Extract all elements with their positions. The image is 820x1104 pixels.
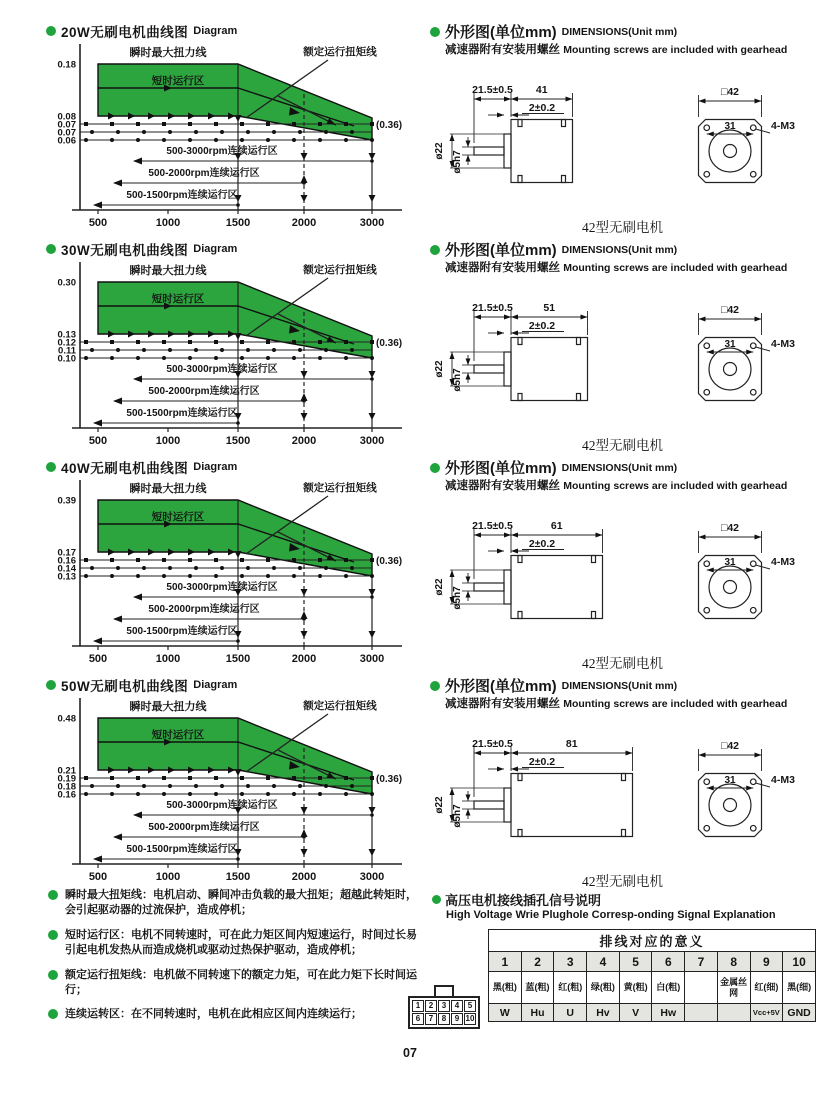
wire-color-cell: 黄(粗) [619,972,652,1004]
dimensions-title [430,22,815,41]
bullet-icon [48,970,58,980]
dimensions-title-en: DIMENSIONS(Unit mm) [561,243,678,256]
dimensions-subtitle-en: Mounting screws are included with gearhead [563,44,788,56]
y-tick-label: 0.18 [57,59,76,71]
pin-number-cell: 1 [489,952,522,972]
dim-shaft-length: 21.5±0.5 [472,302,513,314]
dimension-caption: 42型无刷电机 [582,656,663,671]
y-tick-label: 0.39 [57,495,76,507]
zone-label: 500-2000rpm连续运行区 [148,604,260,615]
chart-title-text: 50W无刷电机曲线图 [61,679,189,694]
dim-shaft-diameter: ø5h7 [452,586,463,610]
side-view [474,774,633,837]
dimension-lines [450,311,770,386]
signal-cell [685,1004,718,1022]
x-tick-label: 500 [88,435,108,447]
y-tick-label: 0.13 [57,329,76,341]
signal-cell: Hw [652,1004,685,1022]
dimensions-subtitle [445,41,815,57]
dimensions-subtitle-cn: 减速器附有安装用螺丝 [445,262,564,274]
dim-mount-screws: 4-M3 [771,338,795,350]
dimension-drawing [430,277,802,429]
dimensions-title-text: 外形图(单位mm) [445,24,557,41]
y-tick-label: 0.10 [57,353,76,365]
dimension-drawing [430,495,802,647]
dim-body-length: 81 [565,738,578,750]
max-torque-line-label: 瞬时最大扭力线 [129,701,207,713]
dimension-caption: 42型无刷电机 [582,874,663,889]
connector-pin-9: 9 [451,1013,463,1025]
dimensions-subtitle-en: Mounting screws are included with gearhead [563,262,788,274]
zone-label: 500-3000rpm连续运行区 [166,146,278,157]
notes-list [48,888,424,1032]
dim-mount-screws: 4-M3 [771,556,795,568]
y-tick-label: 0.11 [58,345,76,357]
dim-body-length: 61 [550,520,563,532]
dimensions-subtitle-en: Mounting screws are included with gearhead [563,698,788,710]
zone-label: 500-2000rpm连续运行区 [148,822,260,833]
bullet-icon [46,462,56,472]
dim-shaft-length: 21.5±0.5 [472,738,513,750]
pin-number-cell: 5 [619,952,652,972]
page-number: 07 [403,1046,417,1060]
dim-pilot-diameter: ø22 [434,578,445,596]
y-tick-label: 0.19 [57,773,76,785]
dim-body-length: 41 [535,84,548,96]
side-view [474,120,573,183]
note-item-4 [48,1007,424,1022]
x-tick-label: 500 [88,217,108,229]
bullet-icon [432,895,441,904]
x-tick-label: 2000 [291,653,317,665]
dimensions-title-text: 外形图(单位mm) [445,460,557,477]
connector-pin-8: 8 [438,1013,450,1025]
torque-region [98,718,372,794]
chart-section-50w [46,676,421,894]
dimension-lines [450,529,770,604]
zone-label: 500-1500rpm连续运行区 [126,844,238,855]
y-tick-label: 0.16 [57,789,76,801]
connector-pin-4: 4 [451,1000,463,1012]
pin-number-cell: 8 [717,952,750,972]
wiring-color-row [489,972,816,1004]
wire-color-cell [685,972,718,1004]
wiring-body [408,929,818,1045]
bullet-icon [46,680,56,690]
dim-frame-size: □42 [720,86,740,98]
x-tick-label: 3000 [359,871,385,883]
charts-column [46,22,421,894]
connector-pin-6: 6 [412,1013,424,1025]
dim-pilot-diameter: ø22 [434,796,445,814]
bullet-icon [430,463,440,473]
dimensions-title [430,240,815,259]
dimension-drawing [430,59,802,211]
bullet-icon [430,27,440,37]
side-view [474,338,588,401]
dimensions-panel-42-61 [430,458,815,676]
wire-color-cell: 红(粗) [554,972,587,1004]
dim-mount-screws: 4-M3 [771,774,795,786]
bullet-icon [48,1009,58,1019]
dimension-caption: 42型无刷电机 [582,220,663,235]
dim-shaft-diameter: ø5h7 [452,368,463,392]
x-tick-label: 500 [88,871,108,883]
y-tick-label: 0.21 [57,765,76,777]
signal-cell: U [554,1004,587,1022]
wire-color-cell: 蓝(粗) [521,972,554,1004]
x-tick-label: 3000 [359,435,385,447]
rated-line-label: 额定运行扭矩线 [303,264,377,276]
dim-hole-pitch: 31 [724,775,736,786]
connector-pin-10: 10 [465,1014,475,1023]
dimension-caption: 42型无刷电机 [582,438,663,453]
signal-cell: Hu [521,1004,554,1022]
x-tick-label: 1500 [225,653,251,665]
x-tick-label: 3000 [359,653,385,665]
dimensions-title-text: 外形图(单位mm) [445,678,557,695]
rated-line-label: 额定运行扭矩线 [303,482,377,494]
wire-color-cell: 红(细) [750,972,783,1004]
dim-flange-thickness: 2±0.2 [528,756,556,768]
wiring-title-row [408,890,818,909]
dim-shaft-length: 21.5±0.5 [472,84,513,96]
wiring-signal-row [489,1004,816,1022]
note-item-1 [48,888,424,919]
dim-pilot-diameter: ø22 [434,142,445,160]
zone-label: 500-2000rpm连续运行区 [148,386,260,397]
chart-title-text: 20W无刷电机曲线图 [61,25,189,40]
wire-color-cell: 黑(粗) [489,972,522,1004]
connector-pin-1: 1 [412,1000,424,1012]
zone-label: 500-1500rpm连续运行区 [126,408,238,419]
chart-title-en: Diagram [193,461,238,473]
x-tick-label: 1000 [155,435,181,447]
zone-label: 500-3000rpm连续运行区 [166,582,278,593]
note-item-3 [48,968,424,999]
bullet-icon [48,930,58,940]
wiring-table [488,929,816,1022]
rated-line-label: 额定运行扭矩线 [303,700,377,712]
x-tick-label: 1000 [155,871,181,883]
pin-number-cell: 3 [554,952,587,972]
zone-label: 500-1500rpm连续运行区 [126,190,238,201]
x-tick-label: 1500 [225,435,251,447]
chart-title-text: 40W无刷电机曲线图 [61,461,189,476]
dimensions-panel-42-41 [430,22,815,240]
dim-hole-pitch: 31 [724,339,736,350]
dim-shaft-diameter: ø5h7 [452,150,463,174]
note-text: 瞬时最大扭矩线：电机启动、瞬间冲击负载的最大扭矩；超越此转矩时，会引起驱动器的过流保护，造成停机； [65,889,417,917]
signal-cell: GND [783,1004,816,1022]
max-torque-line-label: 瞬时最大扭力线 [129,47,207,59]
connector-pin-7: 7 [425,1013,437,1025]
dimensions-subtitle-cn: 减速器附有安装用螺丝 [445,44,564,56]
dimensions-subtitle [445,477,815,493]
dimensions-subtitle [445,695,815,711]
dim-body-length: 51 [543,302,556,314]
dimensions-title-text: 外形图(单位mm) [445,242,557,259]
signal-cell: W [489,1004,522,1022]
torque-curve-plot [46,694,414,892]
chart-title-en: Diagram [193,679,238,691]
dim-frame-size: □42 [720,304,740,316]
x-tick-label: 1000 [155,217,181,229]
chart-title-en: Diagram [193,25,238,37]
dim-mount-screws: 4-M3 [771,120,795,132]
pin-number-cell: 2 [521,952,554,972]
wiring-section [408,890,818,1045]
y-tick-label: 0.16 [57,555,76,567]
dim-pilot-diameter: ø22 [434,360,445,378]
y-tick-label: 0.14 [57,563,76,575]
bullet-icon [430,245,440,255]
bullet-icon [430,681,440,691]
x-tick-label: 1500 [225,871,251,883]
wire-color-cell: 白(粗) [652,972,685,1004]
zone-label: 500-2000rpm连续运行区 [148,168,260,179]
torque-curve-plot [46,258,414,456]
wire-color-cell: 黑(细) [783,972,816,1004]
pin-number-cell: 7 [685,952,718,972]
chart-title-en: Diagram [193,243,238,255]
wiring-title: 高压电机接线插孔信号说明 [445,893,602,908]
chart-title [46,22,421,40]
connector-plug-icon [408,985,480,1029]
dim-frame-size: □42 [720,522,740,534]
signal-cell: V [619,1004,652,1022]
short-zone-label: 短时运行区 [151,511,205,523]
note-text: 短时运行区：电机不同转速时，可在此力矩区间内短速运行，时间过长易引起电机发热从而造成烧机或驱动过热保护驱动，造成停机； [65,928,417,957]
end-annotation: (0.36) [376,774,403,785]
bullet-icon [46,244,56,254]
chart-section-30w [46,240,421,458]
short-zone-label: 短时运行区 [151,293,205,305]
wiring-table-header: 排线对应的意义 [489,930,816,952]
dimensions-title [430,676,815,695]
short-zone-label: 短时运行区 [151,729,205,741]
y-tick-label: 0.48 [57,713,76,725]
signal-cell: Hv [587,1004,620,1022]
bullet-icon [48,890,58,900]
signal-cell: Vcc+5V [750,1004,783,1022]
zone-label: 500-3000rpm连续运行区 [166,800,278,811]
dimensions-title [430,458,815,477]
y-tick-label: 0.30 [57,277,76,289]
connector-body [408,996,480,1029]
end-annotation: (0.36) [376,338,403,349]
dimensions-subtitle [445,259,815,275]
x-tick-label: 1000 [155,653,181,665]
torque-curve-plot [46,40,414,238]
side-view [474,556,603,619]
dimensions-title-en: DIMENSIONS(Unit mm) [561,25,678,38]
dim-frame-size: □42 [720,740,740,752]
dim-flange-thickness: 2±0.2 [528,102,556,114]
dimension-lines [450,93,770,168]
dimensions-panel-42-81 [430,676,815,894]
dimensions-title-en: DIMENSIONS(Unit mm) [561,461,678,474]
x-tick-label: 500 [88,653,108,665]
wiring-title-en: High Voltage Wrie Plughole Corresp-onding Signal Explanation [446,909,776,921]
x-tick-label: 2000 [291,871,317,883]
torque-region [98,282,372,358]
max-torque-line-label: 瞬时最大扭力线 [129,265,207,277]
connector-pin-2: 2 [425,1000,437,1012]
chart-title-text: 30W无刷电机曲线图 [61,243,189,258]
end-annotation: (0.36) [376,556,403,567]
wire-color-cell: 绿(粗) [587,972,620,1004]
y-tick-label: 0.12 [57,337,76,349]
dimension-drawing [430,713,802,865]
x-tick-label: 3000 [359,217,385,229]
zone-label: 500-1500rpm连续运行区 [126,626,238,637]
y-tick-label: 0.06 [57,135,76,147]
note-text: 连续运转区：在不同转速时，电机在此相应区间内连续运行； [65,1008,362,1021]
x-tick-label: 2000 [291,217,317,229]
y-tick-label: 0.13 [57,571,76,583]
torque-curve-plot [46,476,414,674]
dimensions-subtitle-cn: 减速器附有安装用螺丝 [445,480,564,492]
short-zone-label: 短时运行区 [151,75,205,87]
chart-section-20w [46,22,421,240]
x-tick-label: 2000 [291,435,317,447]
dimensions-subtitle-en: Mounting screws are included with gearhead [563,480,788,492]
connector-pin-5: 5 [464,1000,476,1012]
torque-region [98,64,372,140]
dimensions-column [430,22,815,894]
pin-number-cell: 9 [750,952,783,972]
connector-tab [434,985,454,996]
signal-cell [717,1004,750,1022]
x-tick-label: 1500 [225,217,251,229]
y-tick-label: 0.17 [57,547,76,559]
pin-number-cell: 4 [587,952,620,972]
wiring-table-header-row [489,930,816,952]
pin-number-cell: 6 [652,952,685,972]
note-text: 额定运行扭矩线：电机做不同转速下的额定力矩，可在此力矩下长时间运行； [65,968,417,996]
y-tick-label: 0.08 [57,111,76,123]
wire-color-cell: 金属丝网 [717,972,750,1004]
y-tick-label: 0.07 [57,127,76,139]
wiring-pin-row [489,952,816,972]
chart-section-40w [46,458,421,676]
note-item-2 [48,928,424,959]
dimensions-subtitle-cn: 减速器附有安装用螺丝 [445,698,564,710]
rated-line-label: 额定运行扭矩线 [303,46,377,58]
dimensions-panel-42-51 [430,240,815,458]
torque-region [98,500,372,576]
dim-hole-pitch: 31 [724,557,736,568]
max-torque-line-label: 瞬时最大扭力线 [129,483,207,495]
bullet-icon [46,26,56,36]
dim-shaft-diameter: ø5h7 [452,804,463,828]
dim-hole-pitch: 31 [724,121,736,132]
zone-label: 500-3000rpm连续运行区 [166,364,278,375]
dimensions-title-en: DIMENSIONS(Unit mm) [561,679,678,692]
dimension-lines [450,747,770,822]
y-tick-label: 0.07 [57,119,76,131]
y-tick-label: 0.18 [57,781,76,793]
dim-shaft-length: 21.5±0.5 [472,520,513,532]
dim-flange-thickness: 2±0.2 [528,320,556,332]
connector-pin-3: 3 [438,1000,450,1012]
end-annotation: (0.36) [376,120,403,131]
pin-number-cell: 10 [783,952,816,972]
dim-flange-thickness: 2±0.2 [528,538,556,550]
